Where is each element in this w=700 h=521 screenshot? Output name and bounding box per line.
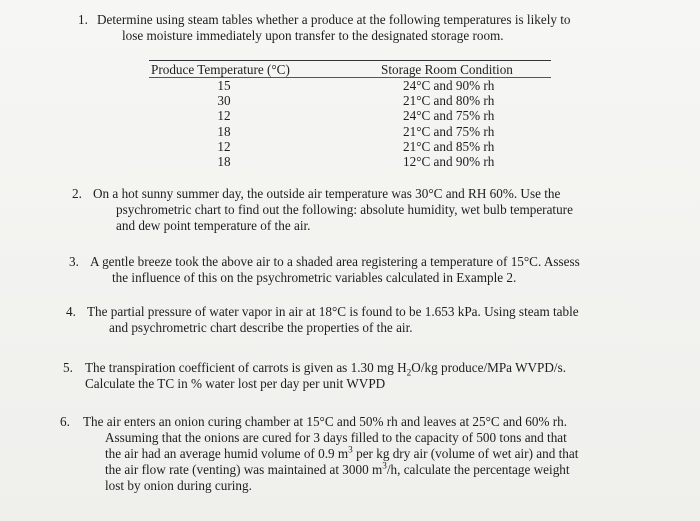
table-row <box>149 78 551 93</box>
question-text-line: Determine using steam tables whether a produce at the following temperatures is likely to <box>97 12 571 27</box>
question-text: The transpiration coefficient of carrots is given as 1.30 mg H <box>85 360 407 375</box>
question-text-line: and dew point temperature of the air. <box>116 218 311 233</box>
subscript-text: 2 <box>406 367 412 378</box>
storage-condition-cell: 24°C and 90% rh <box>403 78 495 93</box>
question-text-line <box>83 446 578 462</box>
question-text-line <box>83 462 578 478</box>
question-text-line: On a hot sunny summer day, the outside air temperature was 30°C and RH 60%. Use the <box>93 186 561 201</box>
question-text: O/kg produce/MPa WVPD/s. <box>411 360 566 375</box>
question-number: 4. <box>66 304 76 319</box>
question-text-line: lose moisture immediately upon transfer to the designated storage room. <box>122 28 504 43</box>
superscript-text: 3 <box>348 444 353 455</box>
storage-condition-cell: 12°C and 90% rh <box>403 153 495 169</box>
table-top-rule <box>149 60 551 61</box>
question-number: 2. <box>72 186 82 201</box>
question-number: 5. <box>63 360 73 375</box>
question-text: the air had an average humid volume of 0.9 m <box>105 446 349 461</box>
question-text-line: the influence of this on the psychrometric variables calculated in Example 2. <box>112 270 517 285</box>
superscript-text: 3 <box>382 460 387 471</box>
produce-temperature-cell: 18 <box>217 123 231 139</box>
question-number: 3. <box>69 254 79 269</box>
question-text-line: and psychrometric chart describe the properties of the air. <box>109 320 413 335</box>
produce-temperature-cell: 30 <box>217 93 231 109</box>
question-text: /h, calculate the percentage weight <box>386 462 570 477</box>
question-text-line <box>85 360 566 376</box>
question-text-line: Assuming that the onions are cured for 3 days filled to the capacity of 500 tons and that <box>105 430 567 445</box>
storage-condition-cell: 24°C and 75% rh <box>403 108 495 124</box>
question-text-line: Calculate the TC in % water lost per day per unit WVPD <box>85 376 386 391</box>
question-text: the air flow rate (venting) was maintained at 3000 m <box>105 462 383 477</box>
question-number: 1. <box>78 12 88 27</box>
question-text-line: The air enters an onion curing chamber at 15°C and 50% rh and leaves at 25°C and 60% rh. <box>83 414 568 429</box>
produce-temperature-cell: 15 <box>217 78 231 93</box>
produce-temperature-cell: 12 <box>217 108 231 124</box>
storage-condition-cell: 21°C and 80% rh <box>403 93 495 109</box>
table-row <box>149 93 551 108</box>
question-text-line: lost by onion during curing. <box>105 478 252 493</box>
table-header-produce-temperature: Produce Temperature (°C) <box>151 62 290 77</box>
table-body <box>149 78 551 169</box>
storage-condition-cell: 21°C and 85% rh <box>403 138 495 154</box>
question-text-line: psychrometric chart to find out the following: absolute humidity, wet bulb temperature <box>116 202 573 217</box>
table-row <box>149 139 551 154</box>
table-row <box>149 108 551 123</box>
question-text-line: The partial pressure of water vapor in air at 18°C is found to be 1.653 kPa. Using steam table <box>87 304 579 319</box>
produce-temperature-cell: 18 <box>217 153 231 169</box>
question-number: 6. <box>60 414 70 429</box>
question-text-line: A gentle breeze took the above air to a shaded area registering a temperature of 15°C. Assess <box>90 254 580 269</box>
table-header-storage-room-condition: Storage Room Condition <box>381 62 513 77</box>
storage-condition-cell: 21°C and 75% rh <box>403 123 495 139</box>
table-row <box>149 124 551 139</box>
question-text: per kg dry air (volume of wet air) and that <box>352 446 579 461</box>
table-row <box>149 154 551 169</box>
produce-temperature-cell: 12 <box>217 138 231 154</box>
